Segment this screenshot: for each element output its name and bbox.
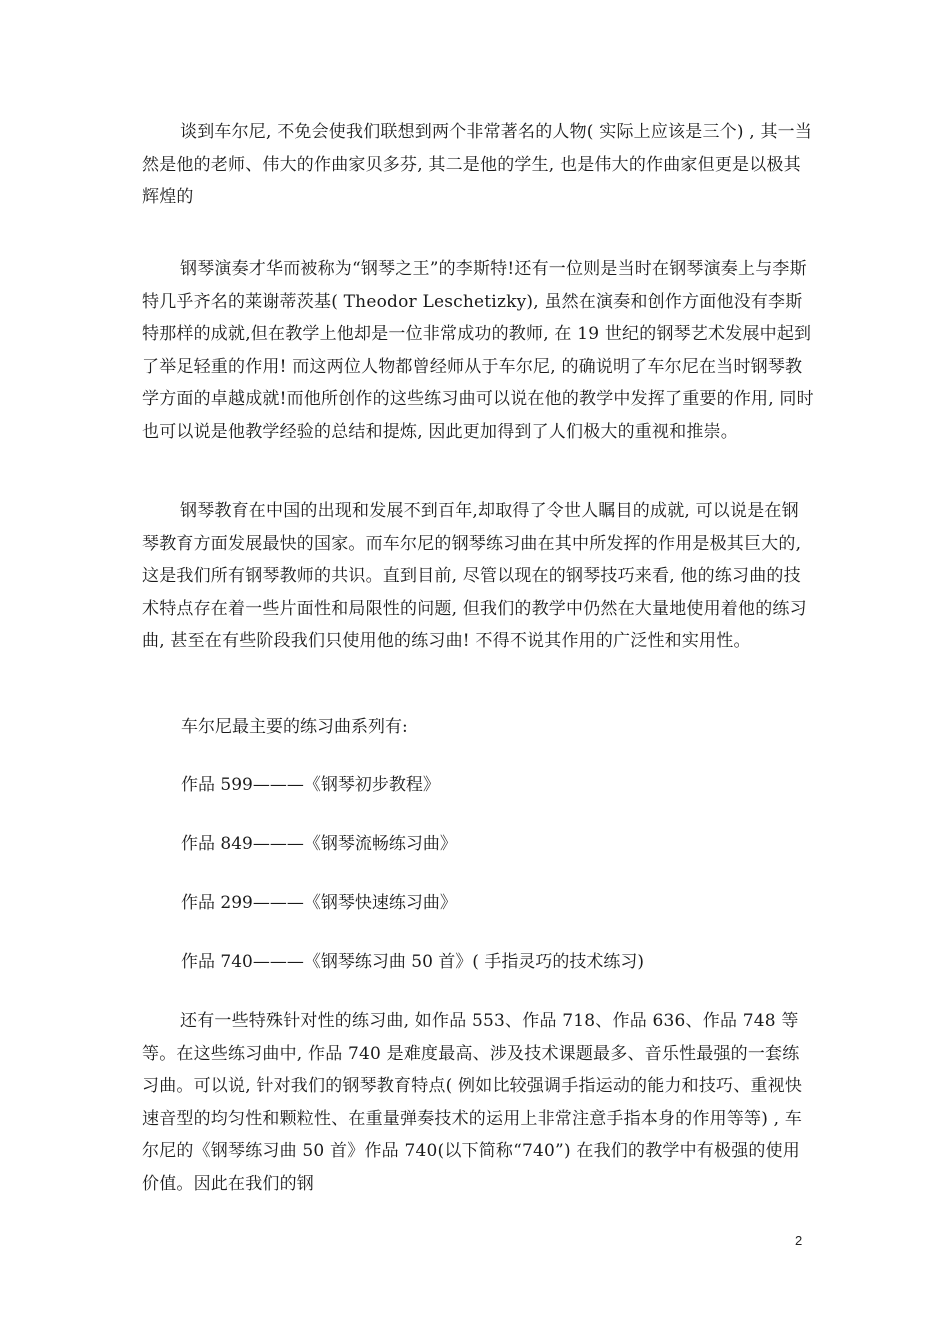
paragraph-special-etudes: 还有一些特殊针对性的练习曲, 如作品 553、作品 718、作品 636、作品 748 等等。在这些练习曲中, 作品 740 是难度最高、涉及技术课题最多、音乐性最强的一套练习曲。可以说, 针对我们的钢琴教育特点( 例如比较强调手指运动的能力和技巧、重视快速音型的均匀性和颗粒性、在重量弹奏技术的运用上非常注意手指本身的作用等等) , 车尔尼的《钢琴练习曲 50 首》作品 740(以下简称“740”) 在我们的教学中有极强的使用价值。因此在我们的钢	[142, 1011, 803, 1194]
page-number: 2	[795, 1233, 803, 1248]
list-item-op849: 作品 849———《钢琴流畅练习曲》	[181, 834, 457, 854]
list-item-op299: 作品 299———《钢琴快速练习曲》	[181, 893, 457, 913]
paragraph-intro: 谈到车尔尼, 不免会使我们联想到两个非常著名的人物( 实际上应该是三个) , 其一当然是他的老师、伟大的作曲家贝多芬, 其二是他的学生, 也是伟大的作曲家但更是以极其辉煌的	[142, 122, 813, 208]
paragraph-piano-education-china: 钢琴教育在中国的出现和发展不到百年,却取得了令世人瞩目的成就, 可以说是在钢琴教育方面发展最快的国家。而车尔尼的钢琴练习曲在其中所发挥的作用是极其巨大的, 这是我们所有钢琴教师的共识。直到目前, 尽管以现在的钢琴技巧来看, 他的练习曲的技术特点存在着一些片面性和局限性的问题, 但我们的教学中仍然在大量地使用着他的练习曲, 甚至在有些阶段我们只使用他的练习曲! 不得不说其作用的广泛性和实用性。	[142, 501, 807, 652]
paragraph-liszt-leschetizky: 钢琴演奏才华而被称为“钢琴之王”的李斯特!还有一位则是当时在钢琴演奏上与李斯特几乎齐名的莱谢蒂茨基( Theodor Leschetizky), 虽然在演奏和创作方面他没有李斯特那样的成就,但在教学上他却是一位非常成功的教师, 在 19 世纪的钢琴艺术发展中起到了举足轻重的作用! 而这两位人物都曾经师从于车尔尼, 的确说明了车尔尼在当时钢琴教学方面的卓越成就!而他所创作的这些练习曲可以说在他的教学中发挥了重要的作用, 同时也可以说是他教学经验的总结和提炼, 因此更加得到了人们极大的重视和推崇。	[142, 259, 814, 442]
list-item-op740: 作品 740———《钢琴练习曲 50 首》( 手指灵巧的技术练习)	[181, 952, 644, 972]
list-intro: 车尔尼最主要的练习曲系列有:	[181, 717, 408, 737]
list-item-op599: 作品 599———《钢琴初步教程》	[181, 775, 440, 795]
